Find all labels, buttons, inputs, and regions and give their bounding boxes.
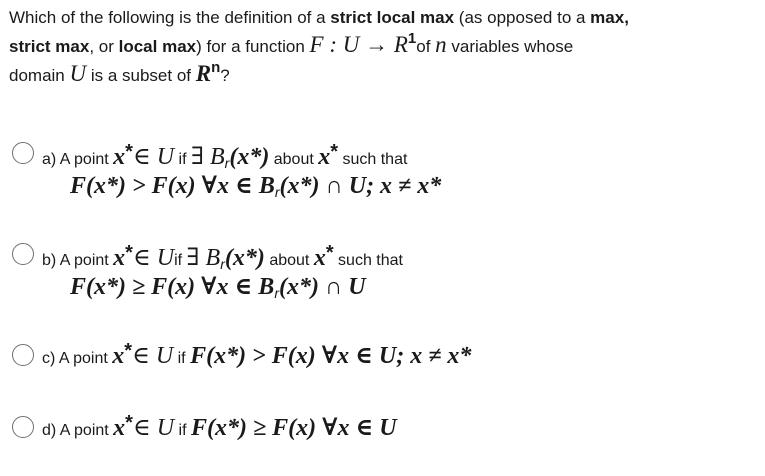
option-d-radio[interactable]	[12, 416, 34, 438]
question-bold: strict local max	[330, 8, 455, 27]
question-part: is a subset of	[86, 66, 196, 85]
option-a-line1: a) A point x*∈ U if ∃ $B_r(x*)$ about x* such that	[42, 141, 408, 171]
question-part: of	[416, 37, 436, 56]
option-c-radio[interactable]	[12, 344, 34, 366]
option-a-radio[interactable]	[12, 142, 34, 164]
question-part: domain	[9, 66, 70, 85]
euclidean-space-symbol: R	[195, 61, 212, 86]
option-b-radio[interactable]	[12, 243, 34, 265]
question-bold: local max	[118, 37, 197, 56]
question-bold: max,	[590, 8, 629, 27]
euclidean-space-exponent: n	[211, 59, 221, 76]
question-part: variables whose	[446, 37, 574, 56]
option-a-line2: F(x*) > F(x) ∀x ∈ $B_r(x*)$ ∩ U; x ≠ x*	[70, 173, 442, 200]
function-signature: F : U → R	[309, 32, 408, 57]
question-part: , or	[89, 37, 119, 56]
domain-symbol: U	[69, 61, 87, 86]
option-b-line1: b) A point x*∈ Uif ∃ $B_r(x*)$ about x* such that	[42, 242, 403, 272]
question-part: ) for a function	[196, 37, 310, 56]
question-part: (as opposed to a	[454, 8, 591, 27]
option-c-line: c) A point x*∈ U if F(x*) > F(x) ∀x ∈ U; x ≠ x*	[42, 340, 472, 369]
function-codomain-exponent: 1	[407, 30, 417, 47]
question-text	[9, 4, 754, 89]
question-bold: strict max	[9, 37, 90, 56]
option-b-line2: F(x*) ≥ F(x) ∀x ∈ $B_r(x*)$ ∩ U	[70, 274, 366, 301]
question-part: ?	[220, 66, 230, 85]
variable-count: n	[435, 32, 447, 57]
option-d-line: d) A point x*∈ U if F(x*) ≥ F(x) ∀x ∈ U	[42, 412, 397, 441]
question-part: Which of the following is the definition of a	[9, 8, 331, 27]
